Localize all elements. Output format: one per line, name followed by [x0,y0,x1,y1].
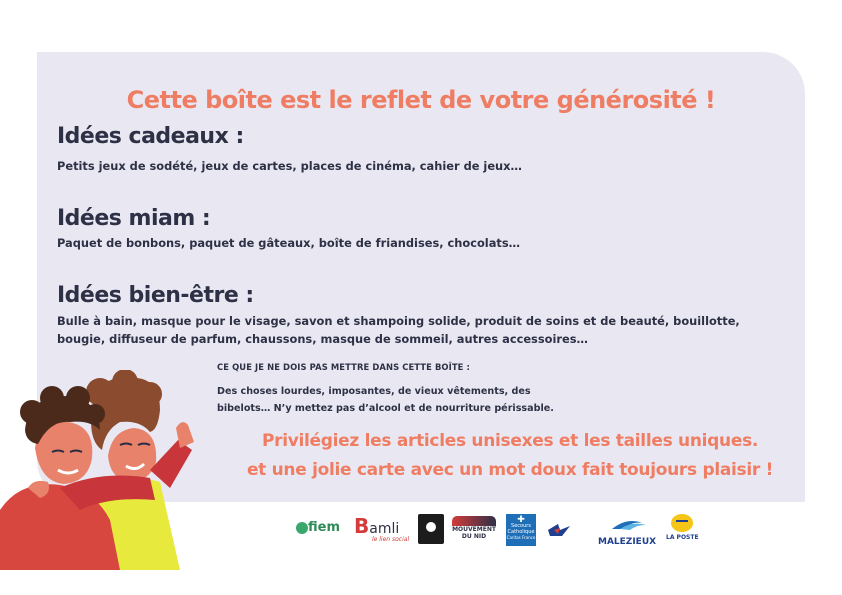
nid-logo: MOUVEMENT DU NID [452,516,496,540]
warning-line: bibelots… N’y mettez pas d’alcool et de nourriture périssable. [217,403,554,414]
dark-partner-logo [418,514,444,544]
section-heading-gifts: Idées cadeaux : [57,124,244,149]
warning-title: CE QUE JE NE DOIS PAS METTRE DANS CETTE BOÎTE : [217,362,470,372]
laposte-logo: LA POSTE [666,514,699,541]
section-heading-food: Idées miam : [57,206,211,231]
partner-logos [296,512,706,552]
section-text-wellbeing-line2: bougie, diffuseur de parfum, chaussons, masque de sommeil, autres accessoires… [57,332,588,346]
warning-line: Des choses lourdes, imposantes, de vieux vêtements, des [217,386,531,397]
malezieux-logo: MALEZIEUX [598,516,656,547]
tip-line-2: et une jolie carte avec un mot doux fait toujours plaisir ! [246,460,774,480]
flag-partner-logo [546,516,572,542]
warning-text [217,383,554,417]
secours-logo: ✚ Secours Catholique Caritas France [506,514,536,546]
page-title: Cette boîte est le reflet de votre générosité ! [126,86,716,114]
section-text-food: Paquet de bonbons, paquet de gâteaux, boîte de friandises, chocolats… [57,236,520,250]
bird-icon [546,516,572,542]
bamli-logo: Bamli le lien social [354,514,410,543]
section-text-gifts: Petits jeux de sodété, jeux de cartes, places de cinéma, cahier de jeux… [57,159,522,173]
fiem-logo: fiem [296,520,340,535]
wave-icon [602,517,652,531]
section-heading-wellbeing: Idées bien-être : [57,283,254,308]
section-text-wellbeing-line1: Bulle à bain, masque pour le visage, savon et shampoing solide, produit de soins et de beauté, bouillotte, [57,314,740,328]
tip-line-1: Privilégiez les articles unisexes et les tailles uniques. [261,431,759,451]
people-illustration [0,370,195,570]
